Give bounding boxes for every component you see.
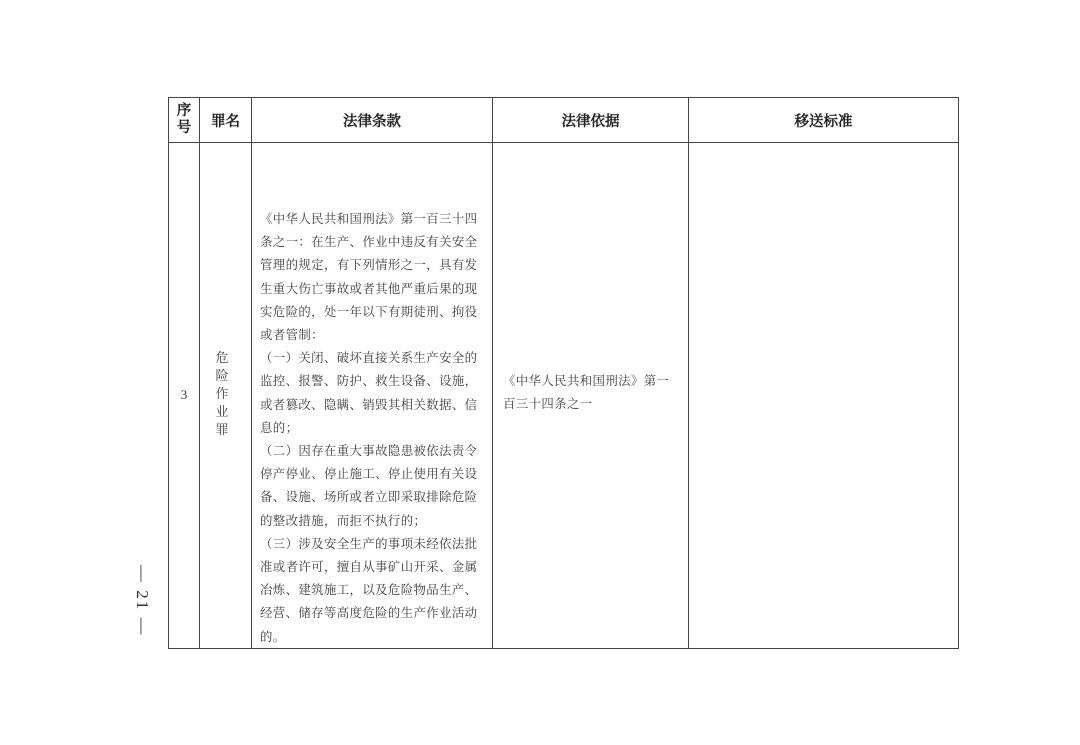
- legal-clause-text: 《中华人民共和国刑法》第一百三十四条之一：在生产、作业中违反有关安全管理的规定，有下列情形之一，具有发生重大伤亡事故或者其他严重后果的现实危险的，处一年以下有期徒刑、拘役或者管制： （一）关闭、破坏直接关系生产安全的监控、报警、防护、救生设备、设施，或者篡改、隐瞒、销毁其相关数据、信息的； （二）因存在重大事故隐患被依法责令停产停业、停止施工、停止使用有关设备、设施、场所或者立即采取排除危险的整改措施，而拒不执行的； （三）涉及安全生产的事项未经依法批准或者许可，擅自从事矿山开采、金属冶炼、建筑施工，以及危险物品生产、经营、储存等高度危险的生产作业活动的。: [260, 211, 478, 644]
- legal-basis-text: 《中华人民共和国刑法》第一百三十四条之一: [503, 373, 670, 412]
- cell-crime-name: [200, 143, 252, 649]
- crime-name-text: 危险作业罪: [215, 351, 229, 439]
- header-seq-label: 序号: [176, 103, 192, 136]
- cell-legal-clause: [252, 143, 493, 649]
- table-header-row: [169, 98, 959, 143]
- cell-legal-basis: [493, 143, 689, 649]
- table-row: [169, 143, 959, 649]
- cell-seq: 3: [169, 143, 200, 649]
- cell-transfer-standard: [689, 143, 959, 649]
- header-seq: [169, 98, 200, 143]
- header-name: 罪名: [200, 98, 252, 143]
- header-standard: 移送标准: [689, 98, 959, 143]
- header-clause: 法律条款: [252, 98, 493, 143]
- header-basis: 法律依据: [493, 98, 689, 143]
- page-number: — 21 —: [133, 565, 152, 637]
- law-table: [168, 97, 959, 649]
